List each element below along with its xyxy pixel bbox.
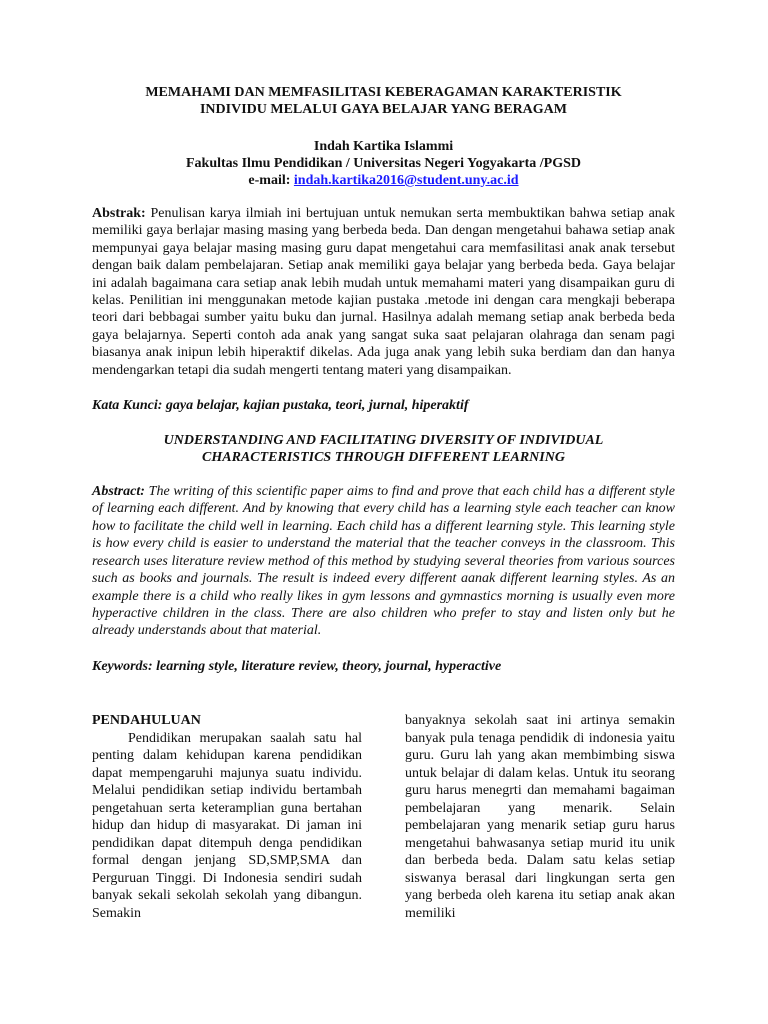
column-right bbox=[405, 712, 675, 922]
column-left-text: Pendidikan merupakan saalah satu hal penting dalam kehidupan karena pendidikan dapat mempengaruhi majunya suatu individu. Melalui pendidikan setiap individu bertambah pengetahuan serta keteramplian guna bertahan hidup dan hidup di masyarakat. Di jaman ini pendidikan dapat ditempuh denga pendidikan formal dengan jenjang SD,SMP,SMA dan Perguruan Tinggi. Di Indonesia sendiri sudah banyak sekali sekolah sekolah yang dibangun. Semakin bbox=[92, 730, 362, 921]
abstract-en-label: Abstract: bbox=[92, 484, 145, 500]
column-left bbox=[92, 712, 362, 922]
author-name: Indah Kartika Islammi bbox=[313, 139, 454, 154]
keywords-id: Kata Kunci: gaya belajar, kajian pustaka, teori, jurnal, hiperaktif bbox=[92, 398, 469, 414]
author-email-line bbox=[92, 172, 675, 189]
en-title-line-1: UNDERSTANDING AND FACILITATING DIVERSITY OF INDIVIDUAL bbox=[163, 433, 604, 449]
email-label: e-mail: bbox=[248, 173, 291, 188]
abstract-en bbox=[92, 483, 675, 640]
title-line-2: INDIVIDU MELALUI GAYA BELAJAR YANG BERAGAM bbox=[199, 102, 568, 117]
abstract-en-text: The writing of this scientific paper aims to find and prove that each child has a different style of learning each different. And by knowing that every child has a learning style each teacher can know how to facilitate the child well in learning. Each child has a different learning style. This learning style is how every child is easier to understand the material that the teacher conveys in the classroom. This research uses literature review method of this method by studying several theories from various sources such as books and journals. The result is indeed every different aanak different learning styles. As an example there is a child who really likes in gym lessons and gymnastics morning is usually even more hyperactive children in the class. There are also children who prefer to stay and listen only but he already understands about that material. bbox=[92, 484, 676, 639]
title-line-1: MEMAHAMI DAN MEMFASILITASI KEBERAGAMAN KARAKTERISTIK bbox=[145, 85, 622, 100]
column-right-text: banyaknya sekolah saat ini artinya semakin banyak pula tenaga pendidik di indonesia yaitu guru. Guru lah yang akan membimbing siswa untuk belajar di dalam kelas. Untuk itu seorang guru harus menegrti dan memahami bagaiman pembelajaran yang menarik. Selain pembelajaran yang menarik setiap guru harus mengetahui bahwasanya setiap murid itu unik dan berbeda beda. Dalam satu kelas setiap siswanya berasal dari lingkungan serta gen yang berbeda oleh karena itu setiap anak akan memiliki bbox=[405, 713, 675, 921]
email-link[interactable]: indah.kartika2016@student.uny.ac.id bbox=[293, 173, 519, 188]
english-title bbox=[92, 432, 675, 466]
body-columns bbox=[92, 712, 675, 922]
abstract-id-label: Abstrak: bbox=[92, 206, 146, 221]
paper-title bbox=[92, 84, 675, 118]
author-affiliation: Fakultas Ilmu Pendidikan / Universitas Negeri Yogyakarta /PGSD bbox=[185, 156, 581, 171]
abstract-id bbox=[92, 205, 675, 379]
section-heading: PENDAHULUAN bbox=[92, 713, 201, 728]
abstract-id-text: Penulisan karya ilmiah ini bertujuan untuk nemukan serta membuktikan bahwa setiap anak memiliki gaya berlajar masing masing yang berbeda beda. Dan dengan mengetahui bahawa setiap anak mempunyai gaya belajar masing masing guru dapat mengetahui cara memfasilitasi anak anak tersebut dengan baik dalam pembelajaran. Setiap anak memiliki gaya belajar yang berbeda beda. Gaya belajar ini adalah bagaimana cara setiap anak lebih mudah untuk memahami materi yang disampaikan guru di kelas. Penilitian ini menggunakan metode kajian pustaka .metode ini dengan cara mengkaji beberapa teori dari bebbagai sumber yaitu buku dan jurnal. Hasilnya adalah memang setiap anak berbeda beda gaya belajarnya. Seperti contoh ada anak yang sangat suka saat pelajaran olahraga dan senam pagi biasanya anak inipun lebih hiperaktif dikelas. Ada juga anak yang lebih suka berdiam dan dan hanya mendengarkan tetapi dia sudah mengerti tentang materi yang disampaikan. bbox=[92, 206, 675, 378]
paper-page bbox=[92, 84, 675, 675]
en-title-line-2: CHARACTERISTICS THROUGH DIFFERENT LEARNING bbox=[202, 450, 565, 466]
keywords-en: Keywords: learning style, literature review, theory, journal, hyperactive bbox=[92, 658, 502, 674]
